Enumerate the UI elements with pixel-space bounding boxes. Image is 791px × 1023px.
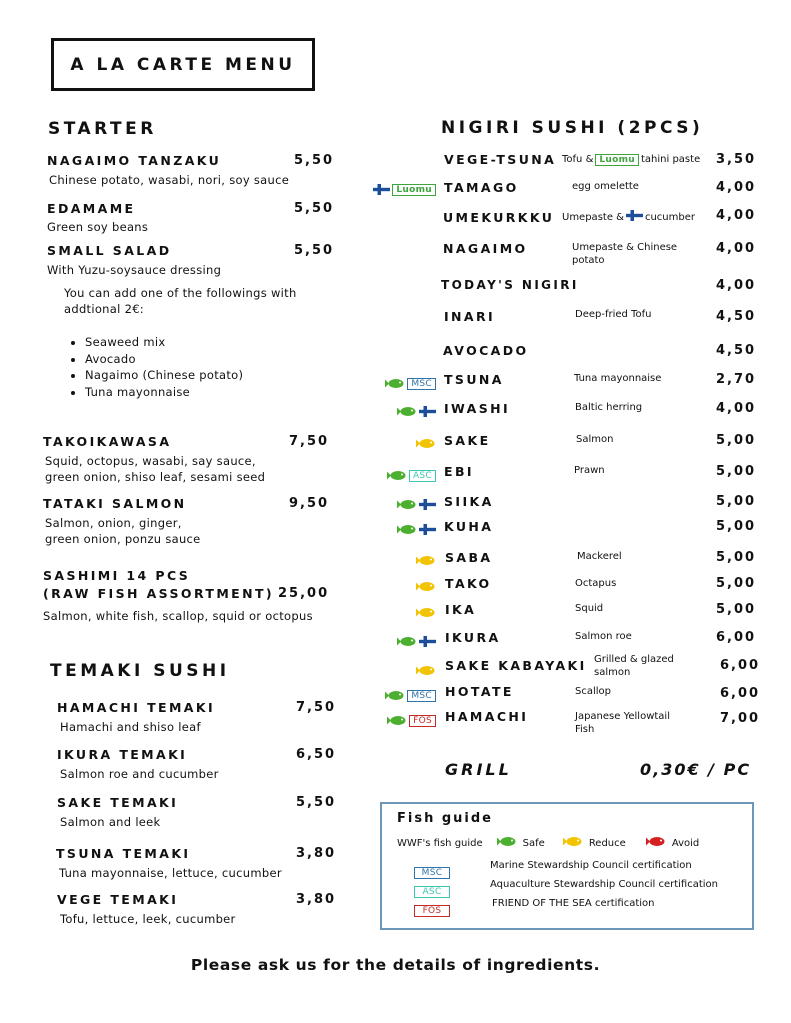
item-price: 9,50 (289, 496, 330, 511)
item-description: Squid, octopus, wasabi, say sauce, (45, 454, 256, 468)
item-price: 5,50 (294, 201, 335, 216)
fos-cert-badge: FOS (409, 715, 436, 727)
item-description: Octapus (575, 578, 617, 589)
item-name: AVOCADO (443, 343, 529, 358)
item-price: 2,70 (716, 372, 757, 387)
wwf-guide-label: WWF's fish guide (397, 837, 483, 849)
item-name: HOTATE (445, 684, 514, 699)
item-price: 5,50 (296, 795, 337, 810)
item-price: 4,50 (716, 343, 757, 358)
safe-fish-icon (497, 836, 517, 850)
item-price: 4,00 (716, 208, 757, 223)
item-name: VEGE TEMAKI (57, 892, 179, 907)
item-badges (370, 686, 436, 705)
desc-text: Tofu & (562, 154, 594, 165)
item-price: 4,50 (716, 309, 757, 324)
addon-options (65, 334, 243, 400)
item-name: TAKOIKAWASA (43, 434, 172, 449)
item-price: 5,00 (716, 494, 757, 509)
item-price: 6,50 (296, 747, 337, 762)
item-description: Scallop (575, 686, 611, 697)
msc-cert-badge: MSC (414, 867, 450, 879)
item-description: Grilled & glazed (594, 654, 674, 665)
reduce-fish-icon (416, 577, 436, 596)
item-badges (370, 374, 436, 393)
item-badges (372, 180, 436, 199)
cert-legend-row (414, 879, 450, 898)
cert-legend-row (414, 860, 450, 879)
desc-text: tahini paste (641, 154, 701, 165)
item-name: SASHIMI 14 PCS (43, 568, 191, 583)
footer-note: Please ask us for the details of ingredients. (190, 956, 601, 974)
item-name: KUHA (444, 519, 494, 534)
reduce-fish-icon (563, 836, 583, 850)
finnish-flag-icon (373, 180, 390, 199)
item-badges (380, 520, 436, 539)
item-description: Salmon roe (575, 631, 632, 642)
item-price: 5,00 (716, 519, 757, 534)
item-name: TSUNA TEMAKI (56, 846, 191, 861)
item-price: 4,00 (716, 180, 757, 195)
item-name: HAMACHI (445, 709, 529, 724)
item-description: Hamachi and shiso leaf (60, 720, 201, 734)
item-badges (380, 434, 436, 453)
item-name: TAMAGO (444, 180, 519, 195)
item-description: Tuna mayonnaise, lettuce, cucumber (59, 866, 282, 880)
item-name: EBI (444, 464, 474, 479)
asc-cert-badge: ASC (414, 886, 450, 898)
item-price: 5,00 (716, 550, 757, 565)
item-description: Green soy beans (47, 220, 149, 234)
item-description: Baltic herring (575, 402, 643, 413)
item-price: 25,00 (278, 586, 330, 601)
cert-description: Aquaculture Stewardship Council certification (490, 879, 718, 890)
item-badges (380, 551, 436, 570)
asc-cert-badge: ASC (409, 470, 436, 482)
item-description: Squid (575, 603, 604, 614)
desc-text: Umepaste & (562, 212, 624, 223)
item-description: Mackerel (577, 551, 622, 562)
grill-price: 0,30€ / PC (640, 760, 752, 779)
safe-fish-icon (397, 402, 417, 421)
item-name: SAKE KABAYAKI (445, 658, 587, 673)
item-price: 7,00 (720, 711, 761, 726)
item-description: potato (572, 255, 605, 266)
item-description: egg omelette (572, 181, 639, 192)
item-badges (380, 632, 436, 651)
item-price: 6,00 (716, 630, 757, 645)
addon-option: • Avocado (85, 351, 243, 368)
safe-fish-icon (385, 374, 405, 393)
item-price: 4,00 (716, 241, 757, 256)
item-description: Salmon roe and cucumber (60, 767, 219, 781)
item-price: 3,80 (296, 846, 337, 861)
item-badges (380, 402, 436, 421)
item-name: (RAW FISH ASSORTMENT) (43, 586, 275, 601)
item-description (562, 153, 700, 166)
nigiri-heading: NIGIRI SUSHI (2PCS) (441, 118, 704, 138)
item-name: IKA (445, 602, 477, 617)
luomu-organic-badge: Luomu (392, 184, 436, 196)
addon-note: addtional 2€: (64, 302, 144, 316)
item-price: 7,50 (289, 434, 330, 449)
item-description (562, 210, 695, 225)
addon-note: You can add one of the followings with (64, 286, 297, 300)
safe-fish-icon (397, 632, 417, 651)
item-description: Japanese Yellowtail (575, 711, 670, 722)
item-description: Prawn (574, 465, 605, 476)
finnish-flag-icon (626, 210, 643, 225)
item-name: HAMACHI TEMAKI (57, 700, 216, 715)
item-name: NAGAIMO TANZAKU (47, 153, 222, 168)
item-description: Deep-fried Tofu (575, 309, 652, 320)
item-description: Tofu, lettuce, leek, cucumber (60, 912, 236, 926)
item-badges (380, 603, 436, 622)
finnish-flag-icon (419, 632, 436, 651)
item-name: SAKE (444, 433, 491, 448)
item-name: SMALL SALAD (47, 243, 172, 258)
item-name: TSUNA (444, 372, 504, 387)
item-name: IWASHI (444, 401, 511, 416)
item-description: Salmon and leek (60, 815, 161, 829)
page-title: A LA CARTE MENU (51, 38, 315, 91)
item-description: With Yuzu-soysauce dressing (47, 263, 222, 277)
item-badges (380, 495, 436, 514)
item-description: salmon (594, 667, 631, 678)
reduce-fish-icon (416, 603, 436, 622)
msc-cert-badge: MSC (407, 378, 436, 390)
item-name: IKURA (445, 630, 501, 645)
item-price: 5,00 (716, 464, 757, 479)
item-price: 5,50 (294, 243, 335, 258)
item-name: NAGAIMO (443, 241, 528, 256)
safe-fish-icon (387, 466, 407, 485)
item-price: 5,00 (716, 433, 757, 448)
addon-option: • Nagaimo (Chinese potato) (85, 367, 243, 384)
item-description: green onion, shiso leaf, sesami seed (45, 470, 266, 484)
item-name: TATAKI SALMON (43, 496, 187, 511)
avoid-fish-icon (646, 836, 666, 850)
finnish-flag-icon (419, 495, 436, 514)
safe-label: Safe (522, 837, 545, 849)
cert-description: Marine Stewardship Council certification (490, 860, 692, 871)
item-description: Tuna mayonnaise (574, 373, 662, 384)
item-description: Salmon, white fish, scallop, squid or octopus (43, 609, 313, 623)
item-name: TAKO (445, 576, 492, 591)
item-name: UMEKURKKU (443, 210, 555, 225)
finnish-flag-icon (419, 402, 436, 421)
cert-description: FRIEND OF THE SEA certification (492, 898, 655, 909)
item-description: green onion, ponzu sauce (45, 532, 201, 546)
safe-fish-icon (397, 495, 417, 514)
starter-heading: STARTER (48, 119, 157, 139)
item-price: 5,00 (716, 576, 757, 591)
fish-guide-title: Fish guide (397, 811, 493, 826)
avoid-label: Avoid (671, 837, 700, 849)
item-name: EDAMAME (47, 201, 136, 216)
luomu-organic-badge: Luomu (595, 154, 639, 166)
item-description: Umepaste & Chinese (572, 242, 678, 253)
item-name: TODAY'S NIGIRI (441, 278, 579, 292)
reduce-fish-icon (416, 661, 436, 680)
item-badges (370, 711, 436, 730)
item-price: 3,50 (716, 152, 757, 167)
addon-option: • Seaweed mix (85, 334, 243, 351)
item-price: 5,50 (294, 153, 335, 168)
item-name: INARI (444, 309, 496, 324)
item-description: Fish (575, 724, 595, 735)
item-price: 3,80 (296, 892, 337, 907)
safe-fish-icon (385, 686, 405, 705)
reduce-fish-icon (416, 434, 436, 453)
item-price: 5,00 (716, 602, 757, 617)
finnish-flag-icon (419, 520, 436, 539)
cert-legend-row (414, 898, 450, 917)
item-badges (370, 466, 436, 485)
item-badges (380, 661, 436, 680)
item-price: 7,50 (296, 700, 337, 715)
temaki-heading: TEMAKI SUSHI (50, 661, 230, 681)
msc-cert-badge: MSC (407, 690, 436, 702)
item-description: Salmon (576, 434, 614, 445)
item-name: VEGE-TSUNA (444, 152, 557, 167)
item-badges (380, 577, 436, 596)
item-price: 4,00 (716, 401, 757, 416)
addon-option: • Tuna mayonnaise (85, 384, 243, 401)
item-price: 4,00 (716, 278, 757, 293)
item-price: 6,00 (720, 658, 761, 673)
item-description: Chinese potato, wasabi, nori, soy sauce (49, 173, 290, 187)
item-name: SIIKA (444, 494, 494, 509)
reduce-label: Reduce (588, 837, 626, 849)
item-price: 6,00 (720, 686, 761, 701)
item-name: SABA (445, 550, 493, 565)
fos-cert-badge: FOS (414, 905, 450, 917)
item-name: SAKE TEMAKI (57, 795, 179, 810)
item-description: Salmon, onion, ginger, (45, 516, 182, 530)
wwf-guide-legend (397, 836, 699, 850)
grill-label: GRILL (445, 760, 512, 779)
desc-text: cucumber (644, 212, 695, 223)
item-name: IKURA TEMAKI (57, 747, 188, 762)
safe-fish-icon (397, 520, 417, 539)
safe-fish-icon (387, 711, 407, 730)
reduce-fish-icon (416, 551, 436, 570)
